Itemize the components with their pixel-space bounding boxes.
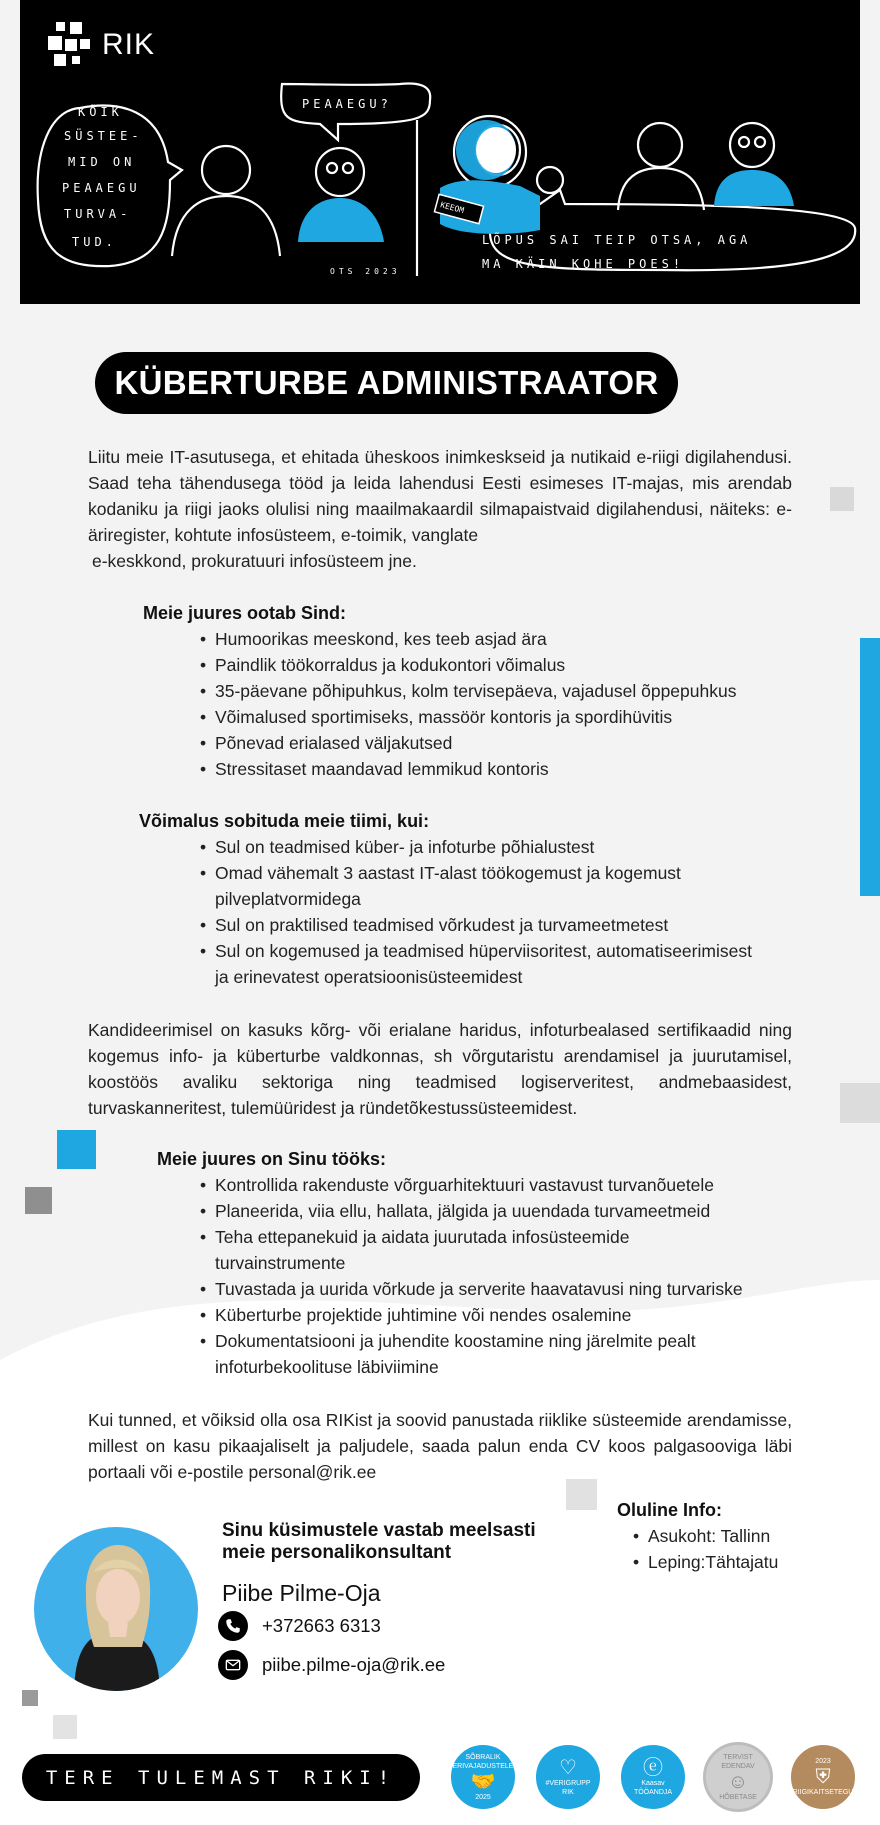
consultant-avatar	[34, 1527, 198, 1691]
job-title: KÜBERTURBE ADMINISTRAATOR	[95, 352, 678, 414]
award-badge-health-silver: TERVIST EDENDAV ☺ HÕBETASE	[703, 1742, 773, 1812]
contact-email-row[interactable]	[218, 1650, 445, 1680]
list-item: • Stressitaset maandavad lemmikud kontoris	[215, 756, 736, 782]
decor-square	[53, 1715, 77, 1739]
requirements-heading: Võimalus sobituda meie tiimi, kui:	[139, 811, 430, 831]
e-logo-icon: ⓔ	[643, 1757, 663, 1779]
duties-list	[215, 1172, 743, 1380]
comic-left-line: MID ON	[68, 155, 136, 169]
award-badge-blood-group: ♡ #VERIGRUPP RIK	[533, 1742, 603, 1812]
contact-phone[interactable]: +372663 6313	[262, 1615, 381, 1636]
list-item: • Kontrollida rakenduste võrguarhitektuuri vastavust turvanõuetele	[215, 1172, 743, 1198]
list-item: • 35-päevane põhipuhkus, kolm tervisepäeva, vajadusel õppepuhkus	[215, 678, 736, 704]
brand-name: RIK	[102, 28, 156, 61]
mail-icon	[218, 1650, 248, 1680]
comic-left-line: PEAAEGU	[62, 181, 141, 195]
offer-list	[215, 626, 736, 782]
award-badge-defense: 2023 ⛨ RIIGIKAITSETEGU	[788, 1742, 858, 1812]
list-item: • Humoorikas meeskond, kes teeb asjad ära	[215, 626, 736, 652]
shield-icon: ⛨	[815, 1766, 831, 1788]
list-item: • Paindlik töökorraldus ja kodukontori võimalus	[215, 652, 736, 678]
handshake-icon: 🤝	[470, 1770, 496, 1793]
list-item: • Asukoht: Tallinn	[648, 1523, 778, 1549]
comic-left-line: SÜSTEE-	[64, 129, 143, 143]
comic-right-line: LÕPUS SAI TEIP OTSA, AGA	[482, 233, 752, 247]
decor-square	[22, 1690, 38, 1706]
tape-label: KEEOM	[439, 200, 465, 216]
phone-icon	[218, 1611, 248, 1641]
list-item: • Küberturbe projektide juhtimine või nendes osalemine	[215, 1302, 743, 1328]
list-item: • Põnevad erialased väljakutsed	[215, 730, 736, 756]
list-item: • Omad vähemalt 3 aastast IT-alast töökogemust ja kogemust pilveplatvormidega	[215, 860, 752, 912]
header-banner	[20, 0, 860, 304]
comic-mid-bubble: PEAAEGU?	[302, 97, 392, 111]
comic-left-line: TUD.	[72, 235, 117, 249]
contact-name: Piibe Pilme-Oja	[222, 1580, 381, 1606]
decor-square	[830, 487, 854, 511]
intro-paragraph-tail: e-keskkond, prokuratuuri infosüsteem jne.	[92, 551, 417, 571]
decor-square	[57, 1130, 96, 1169]
list-item: • Teha ettepanekuid ja aidata juurutada infosüsteemide turvainstrumente	[215, 1224, 743, 1276]
contact-email[interactable]: piibe.pilme-oja@rik.ee	[262, 1654, 446, 1675]
comic-signature: OTS 2023	[330, 267, 401, 276]
requirements-list	[215, 834, 752, 990]
decor-square	[840, 1083, 880, 1123]
list-item: • Planeerida, viia ellu, hallata, jälgida ja uuendada turvameetmeid	[215, 1198, 743, 1224]
intro-paragraph: Liitu meie IT-asutusega, et ehitada üheskoos inimkeskseid ja nutikaid e-riigi digilahendusi. Saad teha tähendusega tööd ja leida lahendusi Eesti esimeses IT-majas, mis arendab kodaniku ja riigi jaoks olulisi ning maailmakaardil silmapaistvaid digilahendusi, näiteks: e-äriregister, kohtute infosüsteem, e-toimik, vanglate	[88, 447, 792, 545]
comic-illustration	[20, 0, 860, 304]
list-item: • Sul on praktilised teadmised võrkudest ja turvameetmetest	[215, 912, 752, 938]
list-item: • Tuvastada ja uurida võrkude ja serverite haavatavusi ning turvariske	[215, 1276, 743, 1302]
award-badge-inclusive-employer: ⓔ Kaasav TÖÖANDJA	[618, 1742, 688, 1812]
comic-right-line: MA KÄIN KOHE POES!	[482, 257, 685, 271]
offer-heading: Meie juures ootab Sind:	[143, 603, 347, 623]
decor-bar	[860, 638, 880, 896]
list-item: • Leping:Tähtajatu	[648, 1549, 778, 1575]
list-item: • Sul on teadmised küber- ja infoturbe põhialustest	[215, 834, 752, 860]
closing-paragraph: Kui tunned, et võiksid olla osa RIKist ja soovid panustada riiklike süsteemide arendamisse, millest on kasu pikaajaliselt ja paljudele, saada palun enda CV koos palgasooviga läbi portaali või e-postile personal@rik.ee	[88, 1410, 792, 1482]
decor-square	[25, 1187, 52, 1214]
person-icon: ☺	[727, 1770, 749, 1793]
qualifications-paragraph: Kandideerimisel on kasuks kõrg- või erialane haridus, infoturbealased sertifikaadid ning kogemus info- ja küberturbe valdkonnas, sh võrgutaristu arendamisel ja juurutamisel, koostöös avaliku sektoriga ning teadmised logiserveritest, andmebaasidest, turvaskanneritest, tulemüüridest ja ründetõkestussüsteemidest.	[88, 1020, 792, 1118]
contact-heading: Sinu küsimustele vastab meelsasti meie personalikonsultant	[222, 1520, 536, 1563]
duties-heading: Meie juures on Sinu tööks:	[157, 1149, 387, 1169]
contact-phone-row[interactable]	[218, 1611, 381, 1641]
drop-icon: ♡	[559, 1757, 577, 1779]
welcome-banner: TERE TULEMAST RIKI!	[22, 1754, 420, 1801]
list-item: • Sul on kogemused ja teadmised hüperviisoritest, automatiseerimisest ja erinevatest operatsioonisüsteemidest	[215, 938, 752, 990]
info-heading: Oluline Info:	[617, 1500, 722, 1520]
info-list	[648, 1523, 778, 1575]
list-item: • Dokumentatsiooni ja juhendite koostamine ning järelmite pealt infoturbekoolituse läbiviimine	[215, 1328, 743, 1380]
list-item: • Võimalused sportimiseks, massöör kontoris ja spordihüvitis	[215, 704, 736, 730]
comic-left-line: KÕIK	[78, 105, 123, 119]
award-badge-accessibility: SÕBRALIK ERIVAJADUSTELE 🤝 2025	[448, 1742, 518, 1812]
comic-left-line: TURVA-	[64, 207, 132, 221]
